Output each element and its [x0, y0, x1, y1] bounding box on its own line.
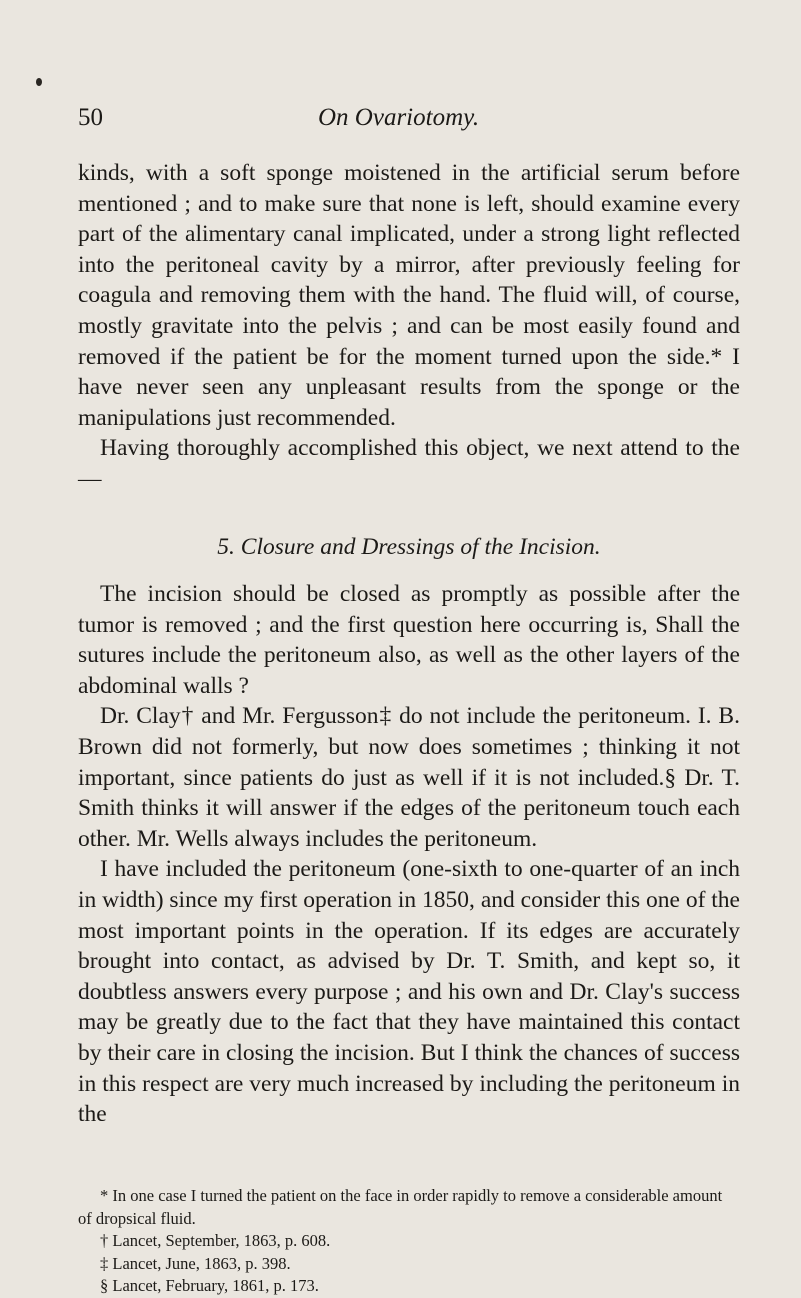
- ink-speck: [36, 78, 42, 86]
- running-title: On Ovariotomy.: [318, 104, 480, 131]
- footnotes: [78, 1185, 740, 1298]
- footnote: * In one case I turned the patient on the face in order rapidly to remove a considerable amount of dropsical fluid.: [78, 1186, 723, 1228]
- section-heading: 5. Closure and Dressings of the Incision.: [217, 534, 601, 560]
- paragraph: kinds, with a soft sponge moistened in the artificial serum before mentioned ; and to make sure that none is left, should examine every part of the alimentary canal implicated, under a strong light reflected into the peritoneal cavity by a mirror, after previously feeling for coagula and removing them with the hand. The fluid will, of course, mostly gravitate into the pelvis ; and can be most easily found and removed if the patient be for the moment turned upon the side.* I have never seen any unpleasant results from the sponge or the manipulations just recommended.: [78, 160, 740, 431]
- page-number: 50: [78, 104, 103, 131]
- footnote: § Lancet, February, 1861, p. 173.: [100, 1276, 319, 1295]
- page-header: [78, 104, 738, 140]
- footnote: ‡ Lancet, June, 1863, p. 398.: [100, 1253, 291, 1273]
- paragraph: I have included the peritoneum (one-sixth to one-quarter of an inch in width) since my first operation in 1850, and consider this one of the most important points in the operation. If its edges are accurately brought into contact, as advised by Dr. T. Smith, and kept so, it doubtless answers every purpose ; and his own and Dr. Clay's success may be greatly due to the fact that they have maintained this contact by their care in closing the incision. But I think the chances of success in this respect are very much increased by including the peritoneum in the: [78, 856, 740, 1128]
- body-text-section-2: [78, 579, 740, 1130]
- paragraph: The incision should be closed as promptly as possible after the tumor is removed ; and the first question here occurring is, Shall the sutures include the peritoneum also, as well as the other layers of the abdominal walls ?: [78, 581, 740, 699]
- paragraph: Having thoroughly accomplished this object, we next attend to the—: [78, 435, 740, 492]
- body-text-section-1: [78, 158, 740, 495]
- footnote: † Lancet, September, 1863, p. 608.: [100, 1231, 331, 1250]
- paragraph: Dr. Clay† and Mr. Fergusson‡ do not include the peritoneum. I. B. Brown did not formerly, but now does sometimes ; thinking it not important, since patients do just as well if it is not included.§ Dr. T. Smith thinks it will answer if the edges of the peritoneum touch each other. Mr. Wells always includes the peritoneum.: [78, 703, 740, 852]
